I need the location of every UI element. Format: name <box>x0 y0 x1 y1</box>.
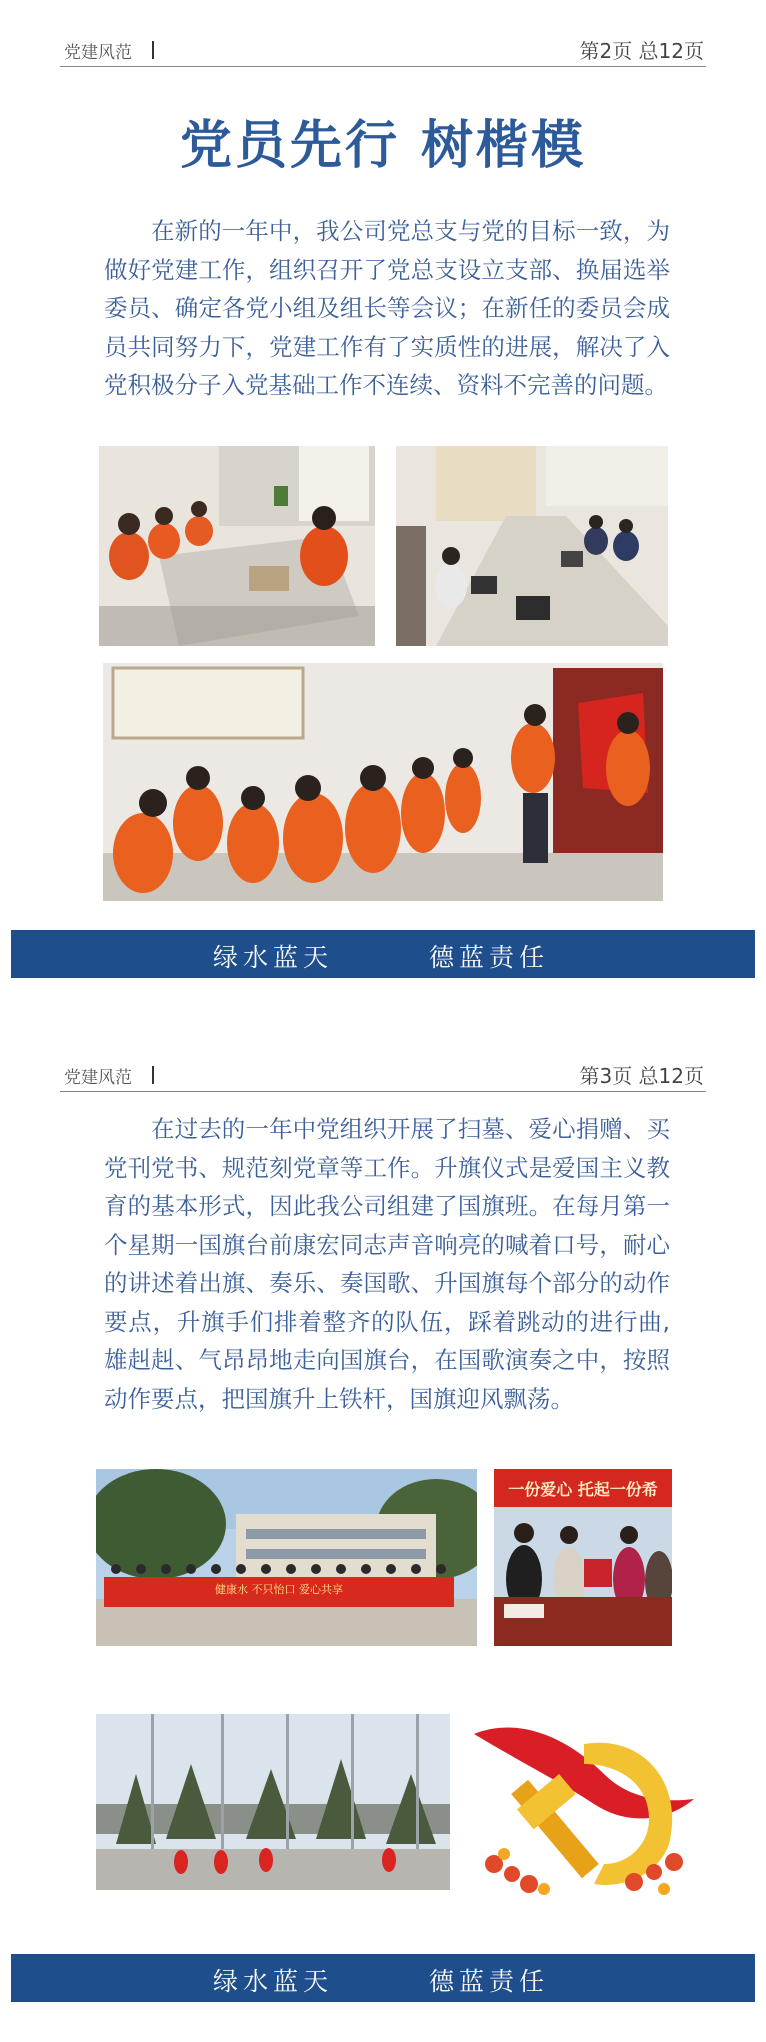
footer-slogan-left: 绿水蓝天 <box>213 1967 334 1996</box>
donation-ceremony-photo <box>494 1469 672 1646</box>
page-number: 第3页 总12页 <box>579 1064 704 1088</box>
header-divider <box>152 41 154 59</box>
banner-text: 健康水 不只怡口 爱心共享 <box>215 1583 343 1596</box>
header-rule <box>60 66 706 67</box>
page-number: 第2页 总12页 <box>579 39 704 63</box>
donation-group-photo <box>96 1469 477 1646</box>
meeting-photo-2 <box>396 446 668 646</box>
header-rule <box>60 1091 706 1092</box>
section-name: 党建风范 <box>64 43 132 63</box>
page-title: 党员先行 树楷模 <box>179 116 587 176</box>
body-paragraph: 在过去的一年中党组织开展了扫墓、爱心捐赠、买党刊党书、规范刻党章等工作。升旗仪式是爱国主义教育的基本形式，因此我公司组建了国旗班。在每月第一个星期一国旗台前康宏同志声音响亮的喊着口号，耐心的讲述着出旗、奏乐、奏国歌、升国旗每个部分的动作要点，升旗手们排着整齐的队伍，踩着跳动的进行曲,雄赳赳、气昂昂地走向国旗台，在国歌演奏之中，按照动作要点，把国旗升上铁杆，国旗迎风飘荡。 <box>104 1115 670 1413</box>
flag-raising-photo <box>96 1714 450 1890</box>
header-divider <box>152 1066 154 1084</box>
footer-slogan-left: 绿水蓝天 <box>213 943 334 972</box>
ceremony-sign-text: 一份爱心 托起一份希 <box>508 1480 658 1499</box>
footer-banner <box>11 1954 755 2002</box>
footer-banner <box>11 930 755 978</box>
footer-slogan-right: 德蓝责任 <box>429 943 550 972</box>
page-2 <box>0 0 766 1000</box>
page-3 <box>0 1028 766 2042</box>
meeting-photo-1 <box>99 446 375 646</box>
oath-photo <box>103 663 663 901</box>
footer-slogan-right: 德蓝责任 <box>429 1967 550 1996</box>
party-emblem-image <box>454 1704 706 1900</box>
body-paragraph: 在新的一年中，我公司党总支与党的目标一致，为做好党建工作，组织召开了党总支设立支部、换届选举委员、确定各党小组及组长等会议；在新任的委员会成员共同努力下，党建工作有了实质性的进展，解决了入党积极分子入党基础工作不连续、资料不完善的问题。 <box>104 217 670 399</box>
section-name: 党建风范 <box>64 1068 132 1088</box>
